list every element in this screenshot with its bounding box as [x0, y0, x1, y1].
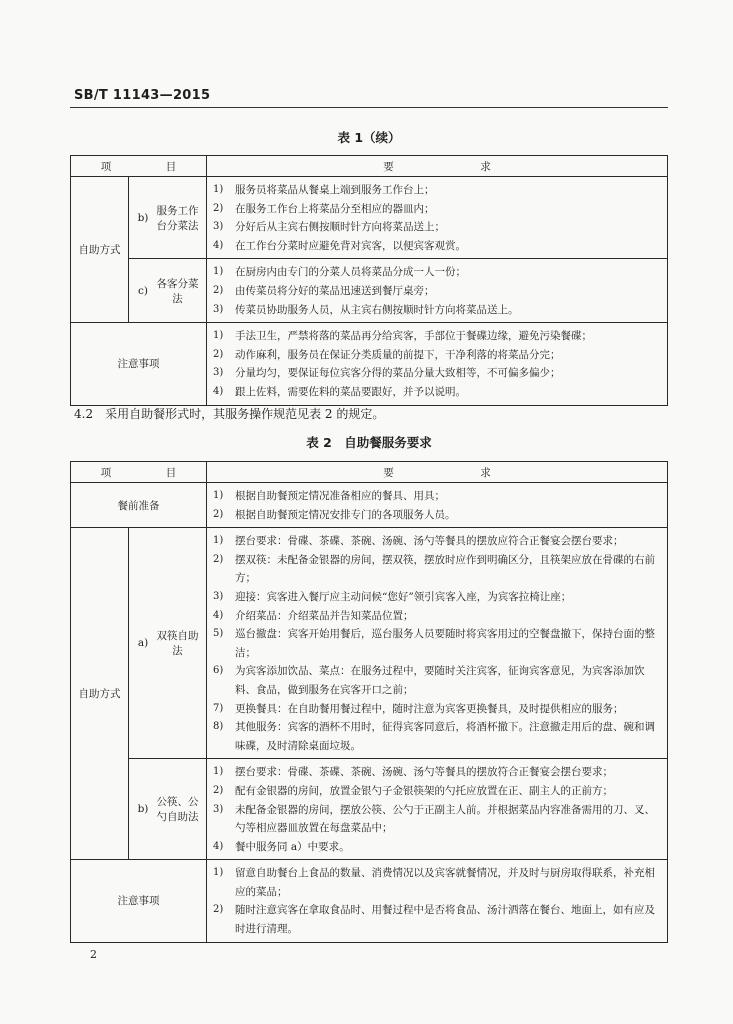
table1-sub-b-items: [207, 177, 668, 259]
table2-sub-a-items: [207, 528, 668, 759]
sub-tag: b): [137, 803, 149, 816]
list-item: 1) 服务员将菜品从餐桌上端到服务工作台上；: [213, 184, 435, 196]
sub-tag: b): [137, 211, 149, 224]
list-item: 2) 随时注意宾客在拿取食品时、用餐过程中是否将食品、汤汁洒落在餐台、地面上，如有应及时进行清理。: [213, 904, 655, 936]
list-item: 1) 摆台要求：骨碟、茶碟、茶碗、汤碗、汤勺等餐具的摆放符合正餐宴会摆台要求；: [213, 766, 613, 779]
section-4-2-paragraph: 4.2 采用自助餐形式时，其服务操作规范见表 2 的规定。: [74, 407, 385, 421]
list-item: 7) 更换餐具：在自助餐用餐过程中，随时注意为宾客更换餐具，及时提供相应的服务；: [213, 702, 624, 715]
list-item: 2) 摆双筷：未配备金银器的房间，摆双筷，摆放时应作到明确区分，且筷架应放在骨碟的右前方；: [213, 553, 655, 585]
table2-prep-label: 餐前准备: [71, 483, 207, 528]
table1-caption: 表 1（续）: [337, 130, 401, 145]
list-item: 6) 为宾客添加饮品、菜点：在服务过程中，要随时关注宾客，征询宾客意见，为宾客添加饮料、食品，做到服务在宾客开口之前；: [213, 665, 645, 696]
table-row: [71, 177, 668, 259]
table1-notes-items: [207, 323, 668, 405]
table1-col-item: 项 目: [71, 156, 207, 177]
table2: [70, 461, 668, 943]
list-item: 3) 未配备金银器的房间，摆放公筷、公勺于正副主人前。并根据菜品内容准备需用的刀、叉、勺等相应器皿放置在每盘菜品中；: [213, 803, 655, 835]
table1-sub-b: [129, 177, 207, 259]
sub-tag: c): [138, 284, 148, 297]
list-item: 3) 分好后从主宾右侧按顺时针方向将菜品送上；: [213, 221, 445, 234]
table-row: [71, 259, 668, 323]
table2-category-self-service: 自助方式: [71, 528, 129, 860]
sub-tag: a): [137, 637, 149, 650]
sub-label: 各客分菜法: [156, 277, 199, 305]
table2-col-item: 项 目: [71, 462, 207, 483]
list-item: 2) 动作麻利，服务员在保证分类质量的前提下，干净利落的将菜品分完；: [213, 348, 561, 361]
page-number: 2: [90, 948, 97, 961]
header-rule: [70, 107, 668, 108]
list-item: 3) 迎接：宾客进入餐厅应主动问候“您好”领引宾客入座，为宾客拉椅让座；: [213, 590, 572, 603]
table2-notes-label: 注意事项: [71, 860, 207, 942]
table1-sub-c: [129, 259, 207, 323]
list-item: 1) 在厨房内由专门的分菜人员将菜品分成一人一份；: [213, 266, 466, 279]
table1-header-row: [71, 156, 668, 177]
document-code-header: SB/T 11143—2015: [74, 88, 211, 103]
table1-category-self-service: 自助方式: [71, 177, 129, 323]
table2-sub-b-items: [207, 759, 668, 860]
table-row: [71, 323, 668, 405]
table-row: [71, 860, 668, 942]
table2-col-requirement: 要 求: [207, 462, 668, 483]
table1-sub-c-items: [207, 259, 668, 323]
list-item: 3) 传菜员协助服务人员，从主宾右侧按顺时针方向将菜品送上。: [213, 303, 519, 316]
list-item: 5) 巡台撤盘：宾客开始用餐后，巡台服务人员要随时将宾客用过的空餐盘撤下，保持台面的整洁；: [213, 628, 655, 659]
list-item: 2) 根据自助餐预定情况安排专门的各项服务人员。: [213, 508, 456, 521]
list-item: 4) 跟上佐料，需要佐料的菜品要跟好，并予以说明。: [213, 385, 466, 398]
list-item: 3) 分量均匀，要保证每位宾客分得的菜品分量大致相等，不可偏多偏少；: [213, 367, 561, 380]
list-item: 2) 由传菜员将分好的菜品迅速送到餐厅桌旁；: [213, 284, 435, 297]
table1-notes-label: 注意事项: [71, 323, 207, 405]
list-item: 4) 餐中服务同 a）中要求。: [213, 840, 350, 853]
list-item: 2) 配有金银器的房间，放置金银勺子金银筷架的勺托应放置在正、副主人的正前方；: [213, 784, 613, 797]
table2-sub-a: [129, 528, 207, 759]
table1: [70, 155, 668, 406]
table-row: [71, 759, 668, 860]
table-row: [71, 483, 668, 528]
list-item: 2) 在服务工作台上将菜品分至相应的器皿内；: [213, 202, 435, 215]
list-item: 1) 根据自助餐预定情况准备相应的餐具、用具；: [213, 490, 445, 502]
table2-sub-b: [129, 759, 207, 860]
list-item: 4) 介绍菜品：介绍菜品并告知菜品位置；: [213, 609, 414, 622]
table2-header-row: [71, 462, 668, 483]
table2-notes-items: [207, 860, 668, 942]
list-item: 1) 留意自助餐台上食品的数量、消费情况以及宾客就餐情况，并及时与厨房取得联系，补充相应的菜品；: [213, 867, 655, 898]
table2-prep-items: [207, 483, 668, 528]
table1-col-requirement: 要 求: [207, 156, 668, 177]
list-item: 1) 摆台要求：骨碟、茶碟、茶碗、汤碗、汤勺等餐具的摆放应符合正餐宴会摆台要求；: [213, 535, 624, 548]
table-row: [71, 528, 668, 759]
list-item: 4) 在工作台分菜时应避免背对宾客，以便宾客观赏。: [213, 239, 466, 252]
sub-label: 双筷自助法: [156, 630, 199, 658]
list-item: 8) 其他服务：宾客的酒杯不用时，征得宾客同意后，将酒杯撤下。注意撤走用后的盘、碗和调味碟，及时清除桌面垃圾。: [213, 721, 655, 752]
sub-label: 公筷、公勺自助法: [156, 796, 199, 824]
list-item: 1) 手法卫生，严禁将落的菜品再分给宾客，手部位于餐碟边缘，避免污染餐碟；: [213, 330, 592, 343]
sub-label: 服务工作台分菜法: [156, 204, 199, 232]
table2-caption: 表 2 自助餐服务要求: [306, 435, 432, 450]
